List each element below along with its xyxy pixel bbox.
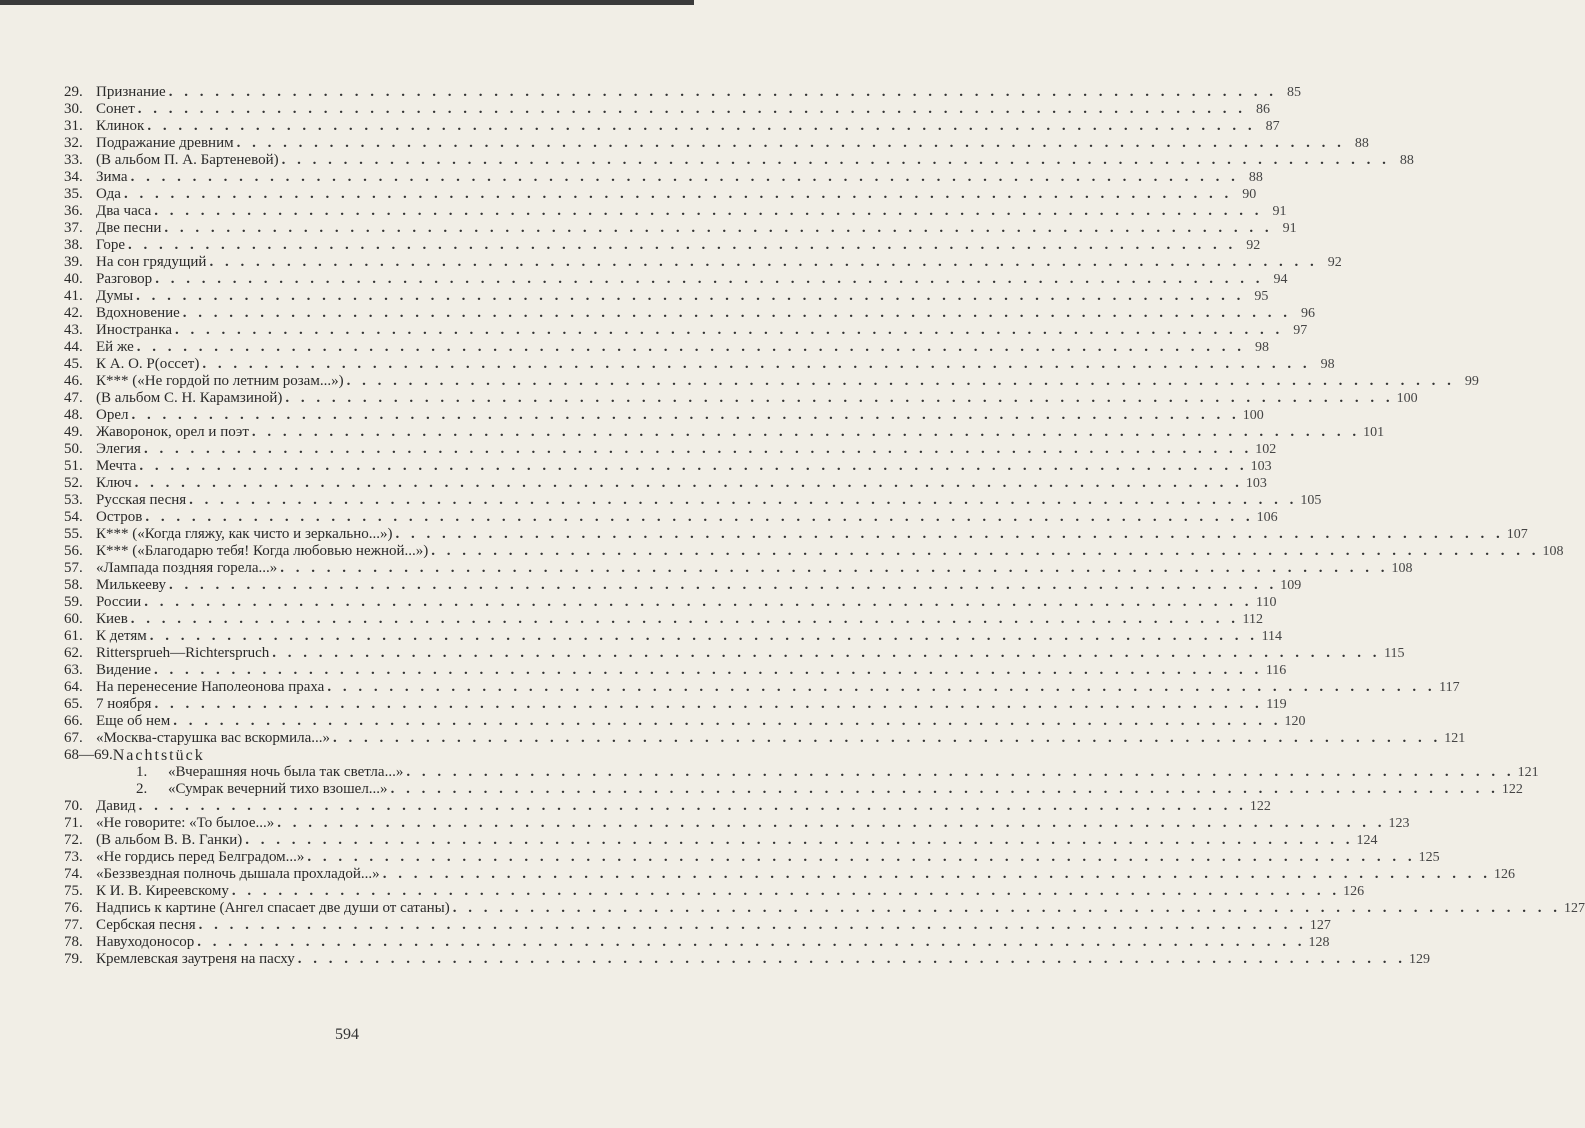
toc-entry: [64, 169, 1263, 186]
toc-dot-leader: [298, 951, 1406, 968]
toc-entry-title: Мечта: [96, 458, 137, 474]
toc-entry-number: 76.: [64, 900, 83, 916]
toc-entry-number: 48.: [64, 407, 83, 423]
toc-entry-number: 74.: [64, 866, 83, 882]
toc-entry-page: 98: [1255, 340, 1270, 355]
toc-entry-title: России: [96, 594, 142, 610]
toc-entry: [64, 560, 1413, 577]
toc-entry: [64, 305, 1316, 322]
toc-entry-number: 53.: [64, 492, 83, 508]
toc-entry-title: Ей же: [96, 339, 134, 355]
toc-dot-leader: [347, 373, 1455, 390]
toc-entry-page: 90: [1242, 187, 1257, 202]
toc-entry-number: 46.: [64, 373, 83, 389]
toc-dot-leader: [131, 169, 1239, 186]
toc-dot-leader: [245, 832, 1353, 849]
toc-entry: [64, 917, 1331, 934]
toc-dot-leader: [277, 815, 1385, 832]
toc-entry-title: Русская песня: [96, 492, 187, 508]
toc-dot-leader: [173, 713, 1281, 730]
toc-list-sub: [64, 764, 1539, 798]
toc-entry-number: 35.: [64, 186, 83, 202]
toc-entry-title: (В альбом П. А. Бартеневой): [96, 152, 279, 168]
toc-entry-page: 126: [1343, 884, 1365, 899]
toc-entry-number: 45.: [64, 356, 83, 372]
toc-entry-page: 117: [1439, 680, 1460, 695]
toc-entry-title: Думы: [96, 288, 134, 304]
toc-entry-number: 79.: [64, 951, 83, 967]
toc-entry: [64, 84, 1301, 101]
toc-entry-title: Сербская песня: [96, 917, 196, 933]
toc-entry-page: 86: [1256, 102, 1270, 117]
toc-entry-number: 72.: [64, 832, 83, 848]
toc-entry-number: 68—69.: [64, 747, 113, 763]
toc-entry: [64, 900, 1585, 917]
toc-entry: [64, 832, 1378, 849]
toc-entry-number: 30.: [64, 101, 83, 117]
toc-entry: [64, 543, 1564, 560]
toc-dot-leader: [202, 356, 1310, 373]
toc-entry-number: 56.: [64, 543, 83, 559]
toc-dot-leader: [139, 798, 1247, 815]
toc-entry-page: 94: [1273, 272, 1288, 287]
toc-entry-number: 40.: [64, 271, 83, 287]
toc-entry-page: 98: [1320, 357, 1335, 372]
toc-entry-page: 121: [1444, 731, 1466, 746]
toc-dot-leader: [431, 543, 1539, 560]
toc-entry-title: К детям: [96, 628, 147, 644]
toc-entry: [64, 203, 1287, 220]
toc-dot-leader: [136, 288, 1244, 305]
toc-entry-number: 64.: [64, 679, 83, 695]
toc-entry-title: Остров: [96, 509, 143, 525]
toc-entry-title: Клинок: [96, 118, 145, 134]
toc-dot-leader: [145, 509, 1253, 526]
toc-dot-leader: [137, 339, 1245, 356]
toc-entry: [64, 815, 1410, 832]
toc-entry: [64, 356, 1335, 373]
toc-entry-title: Сонет: [96, 101, 135, 117]
toc-entry: [64, 951, 1430, 968]
toc-entry-title: «Беззвездная полночь дышала прохладой...»: [96, 866, 380, 882]
toc-dot-leader: [391, 781, 1499, 798]
toc-entry: [64, 135, 1369, 152]
toc-entry-title: Вдохновение: [96, 305, 180, 321]
toc-dot-leader: [144, 441, 1252, 458]
toc-entry-number: 65.: [64, 696, 83, 712]
toc-list-after: [64, 798, 1585, 968]
toc-entry-number: 70.: [64, 798, 83, 814]
toc-dot-leader: [131, 407, 1239, 424]
toc-entry-title: К*** («Когда гляжу, как чисто и зеркально...»): [96, 526, 393, 542]
toc-dot-leader: [285, 390, 1393, 407]
toc-entry-page: 88: [1399, 153, 1414, 168]
toc-entry: [64, 526, 1528, 543]
toc-entry-number: 54.: [64, 509, 83, 525]
toc-entry-number: 32.: [64, 135, 83, 151]
toc-dot-leader: [327, 679, 1435, 696]
toc-entry-page: 92: [1327, 255, 1342, 270]
toc-entry: [64, 679, 1460, 696]
toc-dot-leader: [199, 917, 1307, 934]
toc-entry-page: 97: [1293, 323, 1308, 338]
toc-entry: [64, 594, 1277, 611]
toc-entry-number: 39.: [64, 254, 83, 270]
toc-dot-leader: [396, 526, 1504, 543]
toc-entry-number: 57.: [64, 560, 83, 576]
toc-entry-title: «Лампада поздняя горела...»: [96, 560, 278, 576]
toc-entry-number: 59.: [64, 594, 83, 610]
toc-entry-page: 91: [1272, 204, 1287, 219]
toc-entry-number: 58.: [64, 577, 83, 593]
toc-entry: [64, 492, 1322, 509]
toc-entry-page: 92: [1246, 238, 1261, 253]
toc-entry-title: К*** («Благодарю тебя! Когда любовью нежной...»): [96, 543, 429, 559]
toc-entry-page: 125: [1418, 850, 1440, 865]
toc-dot-leader: [232, 883, 1340, 900]
toc-entry: [64, 696, 1287, 713]
toc-entry-number: 37.: [64, 220, 83, 236]
toc-entry: [64, 118, 1280, 135]
toc-dot-leader: [164, 220, 1272, 237]
toc-entry-title: «Не говорите: «То былое...»: [96, 815, 275, 831]
toc-dot-leader: [169, 84, 1277, 101]
toc-dot-leader: [175, 322, 1283, 339]
toc-entry-title: Два часа: [96, 203, 152, 219]
toc-entry-page: 87: [1265, 119, 1280, 134]
toc-entry-page: 123: [1388, 816, 1410, 831]
toc-entry-title: Зима: [96, 169, 128, 185]
toc-entry: [64, 730, 1466, 747]
toc-entry-title: «Москва-старушка вас вскормила...»: [96, 730, 331, 746]
toc-entry-page: 109: [1280, 578, 1302, 593]
toc-entry-number: 31.: [64, 118, 83, 134]
toc-entry: [64, 645, 1405, 662]
toc-entry: [64, 849, 1440, 866]
toc-entry-page: 100: [1396, 391, 1418, 406]
toc-entry-number: 71.: [64, 815, 83, 831]
toc-entry-page: 103: [1250, 459, 1272, 474]
toc-entry-number: 63.: [64, 662, 83, 678]
toc-entry-page: 106: [1256, 510, 1278, 525]
toc-entry: [64, 322, 1308, 339]
toc-entry: [64, 271, 1288, 288]
toc-entry-number: 52.: [64, 475, 83, 491]
toc-dot-leader: [150, 628, 1258, 645]
toc-dot-leader: [154, 662, 1262, 679]
toc-entry-number: 51.: [64, 458, 83, 474]
toc-entry: [64, 713, 1306, 730]
toc-entry-number: 66.: [64, 713, 83, 729]
toc-dot-leader: [147, 118, 1255, 135]
table-of-contents: [64, 84, 1585, 968]
toc-entry-page: 85: [1286, 85, 1301, 100]
toc-dot-leader: [406, 764, 1514, 781]
toc-entry-title: К И. В. Киреевскому: [96, 883, 229, 899]
toc-dot-leader: [197, 934, 1305, 951]
toc-entry-title: Жаворонок, орел и поэт: [96, 424, 249, 440]
toc-entry-page: 99: [1464, 374, 1479, 389]
toc-dot-leader: [131, 611, 1239, 628]
toc-entry-page: 102: [1255, 442, 1277, 457]
toc-entry-number: 36.: [64, 203, 83, 219]
toc-entry: [64, 152, 1414, 169]
toc-entry-title: Иностранка: [96, 322, 173, 338]
toc-entry-number: 77.: [64, 917, 83, 933]
toc-dot-leader: [124, 186, 1232, 203]
toc-entry-number: 1.: [136, 764, 148, 780]
toc-entry-number: 67.: [64, 730, 83, 746]
toc-entry: [64, 611, 1264, 628]
toc-entry: [64, 237, 1261, 254]
toc-entry-title: Надпись к картине (Ангел спасает две души от сатаны): [96, 900, 450, 916]
toc-entry-title: Rittersprueh—Richterspruch: [96, 645, 270, 661]
toc-entry-title: Орел: [96, 407, 129, 423]
toc-sub-entry: [64, 764, 1539, 781]
toc-entry-number: 49.: [64, 424, 83, 440]
toc-dot-leader: [453, 900, 1561, 917]
toc-entry-page: 126: [1493, 867, 1515, 882]
toc-entry-page: 124: [1356, 833, 1378, 848]
toc-entry: [64, 509, 1278, 526]
toc-entry-number: 43.: [64, 322, 83, 338]
toc-dot-leader: [189, 492, 1297, 509]
toc-entry-page: 119: [1266, 697, 1287, 712]
toc-entry-number: 55.: [64, 526, 83, 542]
toc-entry-page: 103: [1245, 476, 1267, 491]
toc-entry: [64, 883, 1365, 900]
toc-entry-title: На перенесение Наполеонова праха: [96, 679, 325, 695]
toc-entry: [64, 373, 1479, 390]
toc-entry: [64, 254, 1342, 271]
toc-entry-number: 75.: [64, 883, 83, 899]
toc-entry-title: Ключ: [96, 475, 132, 491]
toc-entry-page: 112: [1242, 612, 1264, 627]
toc-entry-page: 116: [1265, 663, 1287, 678]
toc-dot-leader: [252, 424, 1360, 441]
toc-entry-number: 33.: [64, 152, 83, 168]
toc-entry: [64, 390, 1418, 407]
toc-entry-title: Подражание древним: [96, 135, 234, 151]
toc-dot-leader: [183, 305, 1291, 322]
toc-entry: [64, 288, 1269, 305]
toc-entry-page: 101: [1363, 425, 1385, 440]
page-number: 594: [335, 1026, 359, 1043]
toc-entry-number: 78.: [64, 934, 83, 950]
toc-dot-leader: [209, 254, 1317, 271]
toc-entry-number: 73.: [64, 849, 83, 865]
toc-entry: [64, 577, 1302, 594]
toc-entry: [64, 866, 1515, 883]
toc-entry-title: Милькееву: [96, 577, 166, 593]
toc-dot-leader: [154, 203, 1262, 220]
toc-entry-page: 91: [1282, 221, 1297, 236]
toc-entry-page: 122: [1501, 782, 1523, 797]
toc-dot-leader: [333, 730, 1441, 747]
toc-entry-page: 96: [1301, 306, 1316, 321]
toc-entry: [64, 934, 1330, 951]
toc-entry-number: 62.: [64, 645, 83, 661]
toc-dot-leader: [237, 135, 1345, 152]
toc-dot-leader: [282, 152, 1390, 169]
toc-dot-leader: [272, 645, 1380, 662]
toc-entry: [64, 458, 1272, 475]
toc-entry-title: К*** («Не гордой по летним розам...»): [96, 373, 344, 389]
toc-entry-page: 105: [1300, 493, 1322, 508]
toc-entry-title: К А. О. Р(оссет): [96, 356, 200, 372]
toc-entry-title: Навуходоносор: [96, 934, 195, 950]
toc-entry-page: 108: [1542, 544, 1564, 559]
toc-entry: [64, 475, 1267, 492]
toc-entry-title: (В альбом С. Н. Карамзиной): [96, 390, 283, 406]
toc-dot-leader: [144, 594, 1252, 611]
toc-entry: [64, 339, 1270, 356]
toc-entry: [64, 628, 1283, 645]
toc-entry-number: 61.: [64, 628, 83, 644]
toc-entry-number: 41.: [64, 288, 83, 304]
toc-entry-page: 127: [1563, 901, 1585, 916]
toc-entry-page: 128: [1308, 935, 1330, 950]
toc-entry: [64, 798, 1271, 815]
toc-entry-page: 108: [1391, 561, 1413, 576]
toc-dot-leader: [128, 237, 1236, 254]
toc-entry-page: 120: [1284, 714, 1306, 729]
toc-dot-leader: [154, 696, 1262, 713]
toc-entry: [64, 424, 1385, 441]
toc-entry-number: 47.: [64, 390, 83, 406]
toc-entry-page: 88: [1354, 136, 1369, 151]
toc-entry-title: Кремлевская заутреня на пасху: [96, 951, 295, 967]
toc-dot-leader: [135, 475, 1243, 492]
toc-entry-page: 88: [1248, 170, 1263, 185]
toc-dot-leader: [138, 101, 1246, 118]
toc-entry-title: Элегия: [96, 441, 141, 457]
toc-entry-number: 44.: [64, 339, 83, 355]
toc-entry-title: «Сумрак вечерний тихо взошел...»: [168, 781, 388, 797]
toc-entry-title: Ода: [96, 186, 121, 202]
toc-entry-page: 95: [1254, 289, 1269, 304]
toc-entry-page: 121: [1517, 765, 1539, 780]
toc-entry-title: «Вчерашняя ночь была так светла...»: [168, 764, 404, 780]
toc-entry-title: Еще об нем: [96, 713, 171, 729]
toc-entry-title: Давид: [96, 798, 136, 814]
toc-entry-page: 122: [1249, 799, 1271, 814]
toc-entry-page: 127: [1309, 918, 1331, 933]
toc-entry-page: 110: [1255, 595, 1277, 610]
toc-entry-page: 129: [1408, 952, 1430, 967]
toc-dot-leader: [139, 458, 1247, 475]
toc-entry: [64, 662, 1287, 679]
toc-entry-title: Две песни: [96, 220, 162, 236]
toc-entry: [64, 441, 1277, 458]
toc-entry-title: На сон грядущий: [96, 254, 207, 270]
toc-entry-number: 42.: [64, 305, 83, 321]
toc-sub-entry: [64, 781, 1523, 798]
toc-dot-leader: [169, 577, 1277, 594]
toc-entry-page: 114: [1261, 629, 1283, 644]
toc-entry-number: 2.: [136, 781, 148, 797]
toc-entry-number: 38.: [64, 237, 83, 253]
toc-list-main: [64, 84, 1564, 747]
toc-entry-title: 7 ноября: [96, 696, 152, 712]
toc-entry-number: 29.: [64, 84, 83, 100]
toc-entry-title: Киев: [96, 611, 128, 627]
toc-entry-title: Разговор: [96, 271, 153, 287]
toc-entry-nachtstuck: [64, 747, 642, 764]
toc-entry-number: 34.: [64, 169, 83, 185]
toc-entry-title: Видение: [96, 662, 152, 678]
toc-entry-page: 100: [1242, 408, 1264, 423]
toc-entry-title: Nachtstück: [112, 747, 205, 764]
toc-entry-title: «Не гордись перед Белградом...»: [96, 849, 305, 865]
toc-entry-page: 107: [1506, 527, 1528, 542]
toc-dot-leader: [383, 866, 1491, 883]
toc-entry-number: 60.: [64, 611, 83, 627]
toc-entry: [64, 220, 1297, 237]
toc-entry: [64, 101, 1270, 118]
page-top-edge: [0, 0, 694, 5]
toc-entry-title: (В альбом В. В. Ганки): [96, 832, 243, 848]
toc-dot-leader: [155, 271, 1263, 288]
toc-dot-leader: [280, 560, 1388, 577]
toc-entry-title: Горе: [96, 237, 126, 253]
toc-entry-title: Признание: [96, 84, 166, 100]
toc-entry-number: 50.: [64, 441, 83, 457]
toc-entry: [64, 186, 1257, 203]
toc-dot-leader: [307, 849, 1415, 866]
toc-entry-page: 115: [1384, 646, 1405, 661]
toc-entry: [64, 407, 1264, 424]
